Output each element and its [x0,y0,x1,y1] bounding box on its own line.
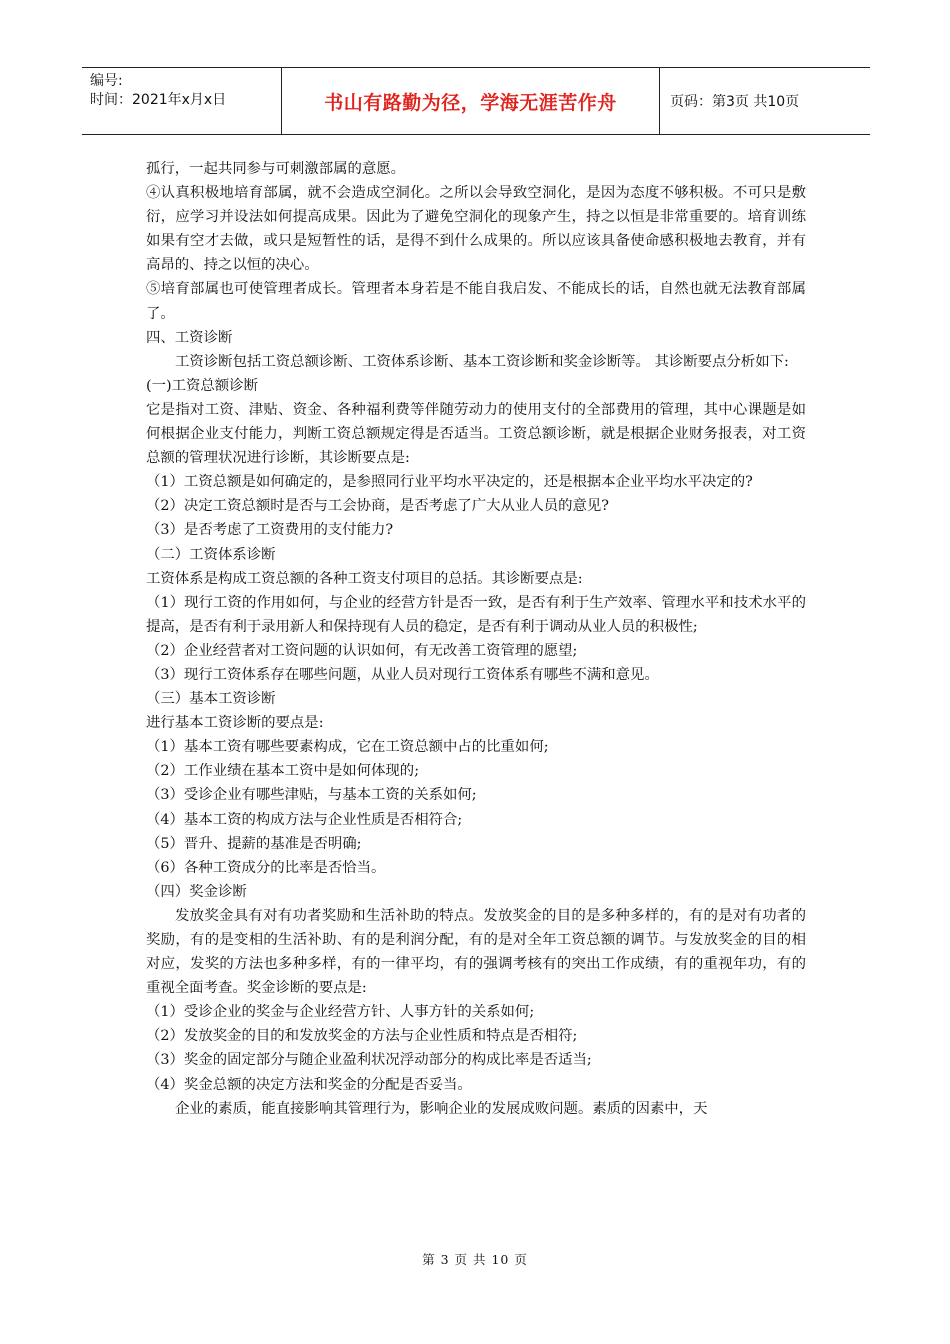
paragraph: （3）受诊企业有哪些津贴，与基本工资的关系如何; [146,787,477,804]
paragraph: （6）各种工资成分的比率是否恰当。 [146,859,386,876]
paragraph: （四）奖金诊断 [146,883,247,900]
paragraph: （4）基本工资的构成方法与企业性质是否相符合; [146,811,463,828]
header-motto: 书山有路勤为径，学海无涯苦作舟 [282,68,660,134]
paragraph: （2）发放奖金的目的和发放奖金的方法与企业性质和特点是否相符; [146,1028,578,1045]
paragraph: 它是指对工资、津贴、资金、各种福利费等伴随劳动力的使用支付的全部费用的管理，其中心课题是如何根据企业支付能力，判断工资总额规定得是否适当。工资总额诊断，就是根据企业财务报表，对工资总额的管理状况进行诊断，其诊断要点是: [146,401,806,467]
paragraph: （2）决定工资总额时是否与工会协商，是否考虑了广大从业人员的意见? [146,498,609,515]
paragraph: （1）基本工资有哪些要素构成，它在工资总额中占的比重如何; [146,739,549,756]
paragraph: （3）奖金的固定部分与随企业盈利状况浮动部分的构成比率是否适当; [146,1052,592,1069]
paragraph: 四、工资诊断 [146,329,233,346]
paragraph: （4）奖金总额的决定方法和奖金的分配是否妥当。 [146,1076,472,1093]
paragraph: ⑤培育部属也可使管理者成长。管理者本身若是不能自我启发、不能成长的话，自然也就无法教育部属了。 [146,281,806,322]
paragraph: 发放奖金具有对有功者奖励和生活补助的特点。发放奖金的目的是多种多样的，有的是对有功者的奖励，有的是变相的生活补助、有的是利润分配，有的是对全年工资总额的调节。与发放奖金的目的相对应，发奖的方法也多种多样，有的一律平均，有的强调考核有的突出工作成绩，有的重视年功，有的重视全面考查。奖金诊断的要点是: [146,907,806,997]
paragraph: （1）工资总额是如何确定的，是参照同行业平均水平决定的，还是根据本企业平均水平决定的? [146,474,753,491]
paragraph: 工资诊断包括工资总额诊断、工资体系诊断、基本工资诊断和奖金诊断等。 其诊断要点分析如下: [175,353,789,370]
page-footer: 第 3 页 共 10 页 [422,1252,528,1267]
date-label: 时间：2021年x月x日 [90,92,227,108]
paragraph: （3）现行工资体系存在哪些问题，从业人员对现行工资体系有哪些不满和意见。 [146,666,659,683]
paragraph: （三）基本工资诊断 [146,691,276,708]
header-page-number: 页码：第3页 共10页 [670,94,800,110]
number-label: 编号: [90,73,123,89]
paragraph: （二）工资体系诊断 [146,546,276,563]
paragraph: 企业的素质，能直接影响其管理行为，影响企业的发展成败问题。素质的因素中，天 [175,1100,708,1117]
paragraph: （1）受诊企业的奖金与企业经营方针、人事方针的关系如何; [146,1004,535,1021]
header-meta [82,68,282,134]
paragraph: （3）是否考虑了工资费用的支付能力? [146,522,394,539]
paragraph: (一)工资总额诊断 [146,377,258,394]
paragraph: 进行基本工资诊断的要点是: [146,715,324,732]
paragraph: （2）企业经营者对工资问题的认识如何，有无改善工资管理的愿望; [146,642,578,659]
document-body [146,157,806,1121]
paragraph: ④认真积极地培育部属，就不会造成空洞化。之所以会导致空洞化，是因为态度不够积极。不可只是敷衍，应学习并设法如何提高成果。因此为了避免空洞化的现象产生，持之以恒是非常重要的。培育训练如果有空才去做，或只是短暂性的话，是得不到什么成果的。所以应该具备使命感积极地去教育，并有高昂的、持之以恒的决心。 [146,185,806,274]
paragraph: （5）晋升、提薪的基准是否明确; [146,835,362,852]
paragraph: 工资体系是构成工资总额的各种工资支付项目的总括。其诊断要点是: [146,570,583,587]
paragraph: （2）工作业绩在基本工资中是如何体现的; [146,763,420,780]
paragraph: 孤行，一起共同参与可刺激部属的意愿。 [146,161,406,177]
paragraph: （1）现行工资的作用如何，与企业的经营方针是否一致，是否有利于生产效率、管理水平和技术水平的提高，是否有利于录用新人和保持现有人员的稳定，是否有利于调动从业人员的积极性; [146,594,806,635]
page-header [82,67,870,135]
